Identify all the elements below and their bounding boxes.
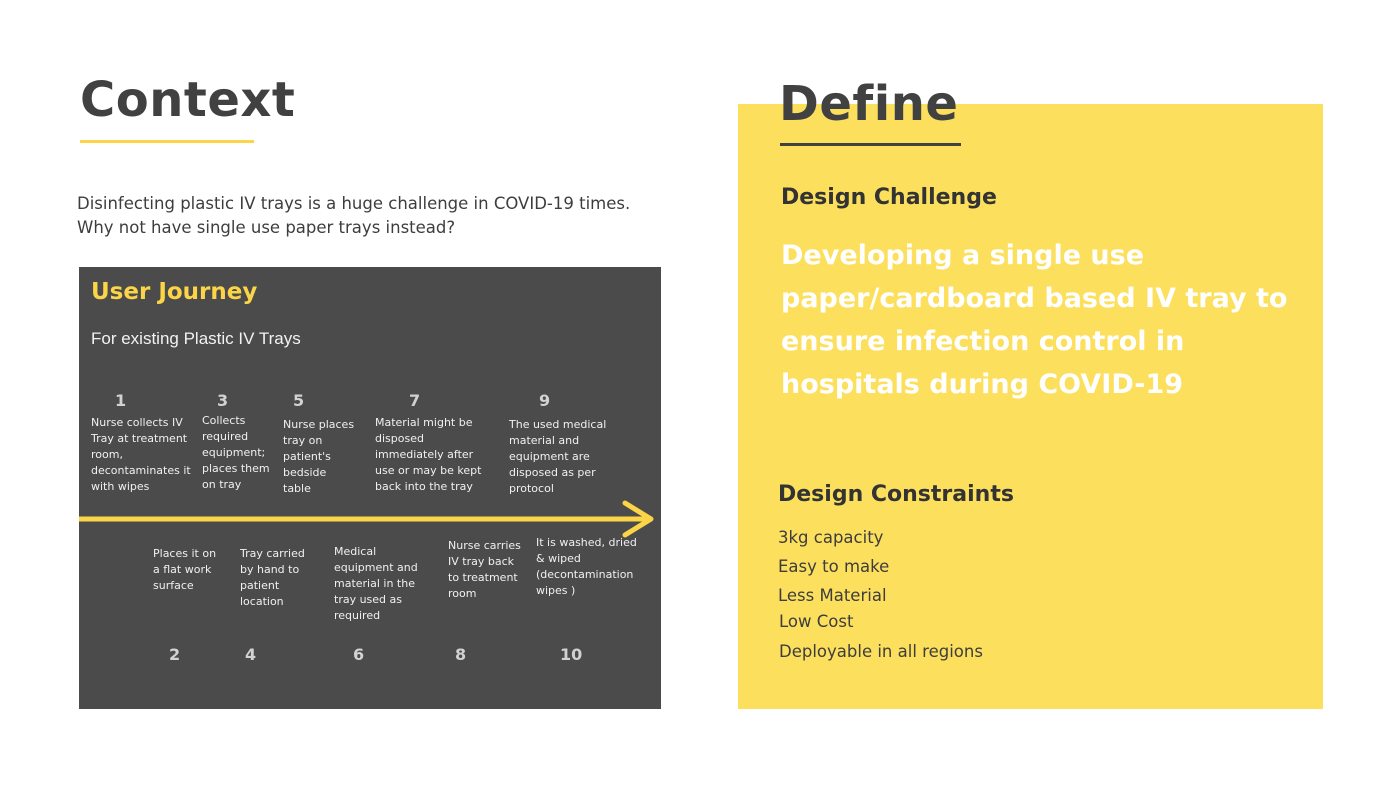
constraint-item: Less Material xyxy=(778,586,887,605)
user-journey-title: User Journey xyxy=(91,279,258,305)
step-number: 5 xyxy=(293,391,305,410)
context-title: Context xyxy=(80,72,296,128)
design-challenge-heading: Design Challenge xyxy=(781,185,997,210)
step-number: 10 xyxy=(560,645,583,664)
step-number: 6 xyxy=(353,645,365,664)
step-number: 8 xyxy=(455,645,467,664)
constraint-item: Easy to make xyxy=(778,557,890,576)
design-constraints-heading: Design Constraints xyxy=(778,482,1014,507)
step-number: 3 xyxy=(217,391,229,410)
step-description: Medical equipment and material in the tray used as required xyxy=(334,545,418,622)
context-description: Disinfecting plastic IV trays is a huge challenge in COVID-19 times. Why not have single use paper trays instead? xyxy=(77,194,631,237)
constraint-item: 3kg capacity xyxy=(778,528,884,547)
define-underline xyxy=(780,143,961,146)
step-number: 7 xyxy=(409,391,421,410)
step-number: 2 xyxy=(169,645,181,664)
step-description: Material might be disposed immediately after use or may be kept back into the tray xyxy=(375,416,482,493)
constraint-item: Low Cost xyxy=(779,612,854,631)
step-number: 1 xyxy=(115,391,127,410)
step-number: 9 xyxy=(539,391,551,410)
context-underline xyxy=(80,140,254,143)
step-description: Nurse carries IV tray back to treatment room xyxy=(448,539,521,600)
step-description: Nurse places tray on patient's bedside table xyxy=(283,418,355,495)
step-description: It is washed, dried & wiped (decontamination wipes ) xyxy=(536,536,637,597)
design-challenge-statement: Developing a single use paper/cardboard based IV tray to ensure infection control in hospitals during COVID-19 xyxy=(781,240,1288,400)
constraint-item: Deployable in all regions xyxy=(779,642,983,661)
step-description: Nurse collects IV Tray at treatment room, decontaminates it with wipes xyxy=(91,416,191,493)
step-description: Places it on a flat work surface xyxy=(153,547,217,592)
step-description: The used medical material and equipment are disposed as per protocol xyxy=(509,418,607,495)
define-title: Define xyxy=(779,76,959,132)
user-journey-panel xyxy=(79,267,661,709)
step-description: Collects required equipment; places them on tray xyxy=(202,414,270,491)
step-description: Tray carried by hand to patient location xyxy=(240,547,305,608)
user-journey-subtitle: For existing Plastic IV Trays xyxy=(91,329,301,348)
journey-arrow xyxy=(79,499,661,539)
step-number: 4 xyxy=(245,645,257,664)
